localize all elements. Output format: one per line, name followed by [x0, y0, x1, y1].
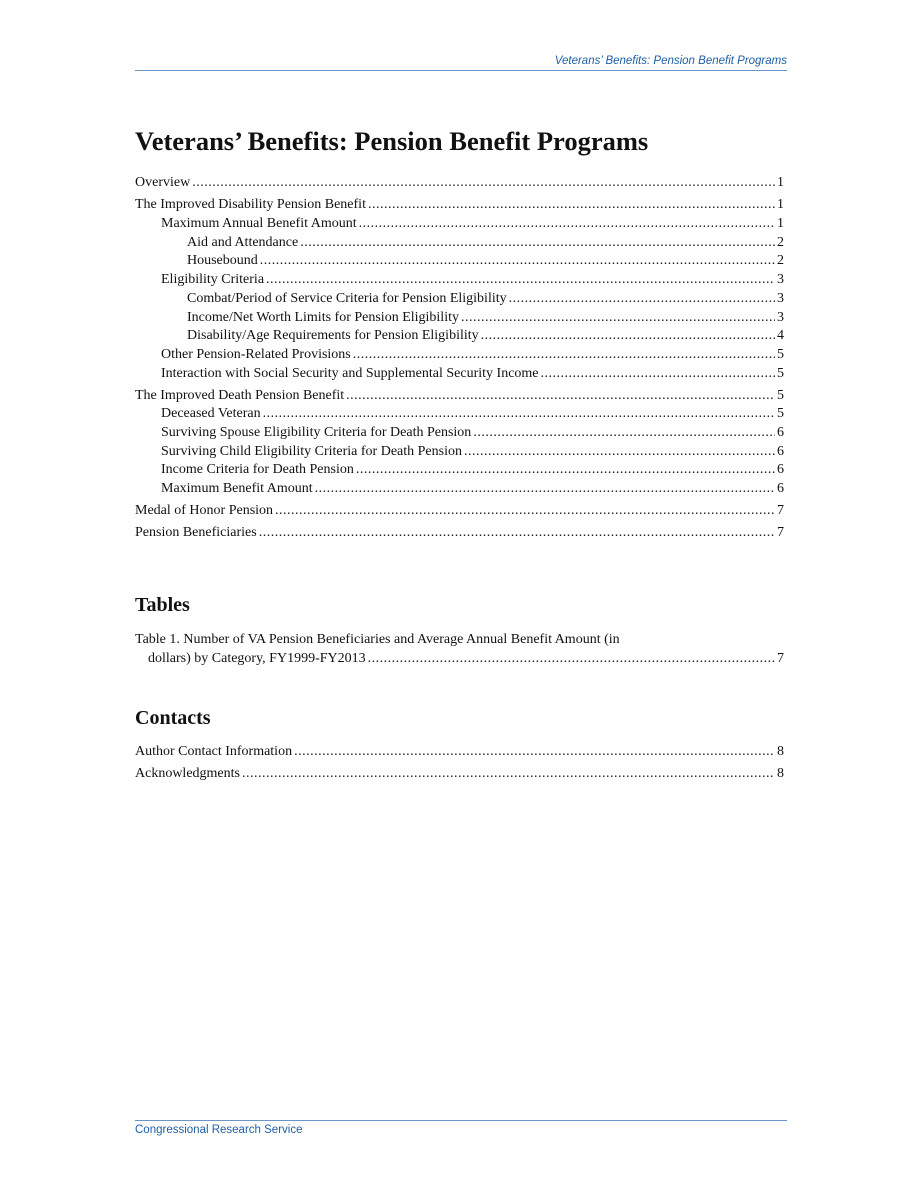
dot-leader	[481, 327, 775, 346]
toc-entry-page: 2	[777, 253, 784, 269]
dot-leader	[275, 502, 775, 521]
toc-entry[interactable]	[135, 502, 784, 521]
toc-entry-page: 7	[777, 503, 784, 519]
dot-leader	[356, 461, 775, 480]
toc-entry[interactable]	[135, 743, 784, 762]
toc-entry-page: 3	[777, 290, 784, 306]
toc-entry-title: Eligibility Criteria	[161, 272, 265, 288]
dot-leader	[266, 271, 775, 290]
toc-entry-title: Maximum Annual Benefit Amount	[161, 216, 357, 231]
dot-leader	[300, 234, 775, 253]
toc-entry-page: 5	[777, 387, 784, 403]
toc-entry-page: 6	[777, 443, 784, 459]
toc-entry-title: Surviving Spouse Eligibility Criteria for Death Pension	[161, 425, 472, 441]
toc-entry[interactable]	[135, 480, 784, 499]
dot-leader	[359, 215, 775, 234]
toc-entry[interactable]	[135, 234, 784, 253]
toc-entry-page: 4	[777, 328, 784, 344]
toc-entry[interactable]	[135, 461, 784, 480]
toc-entry-page: 6	[777, 425, 784, 441]
dot-leader	[294, 743, 775, 762]
toc-entry-title: Overview	[135, 175, 191, 191]
dot-leader	[260, 252, 775, 271]
toc-entry-title: The Improved Disability Pension Benefit	[135, 197, 366, 213]
dot-leader	[346, 387, 775, 406]
table-of-contents	[135, 171, 784, 543]
toc-entry-page: 1	[777, 175, 784, 191]
contacts-heading: Contacts	[135, 707, 211, 729]
toc-entry-page: 7	[777, 525, 784, 541]
dot-leader	[353, 346, 775, 365]
toc-entry-title: Housebound	[187, 253, 258, 269]
dot-leader	[368, 649, 775, 668]
toc-entry-page: 3	[777, 309, 784, 325]
toc-entry[interactable]	[135, 196, 784, 215]
toc-entry[interactable]	[135, 252, 784, 271]
toc-entry-title: Income/Net Worth Limits for Pension Eligibility	[187, 309, 459, 325]
dot-leader	[461, 309, 775, 328]
table-entry-line2	[135, 649, 784, 668]
toc-entry-title: Maximum Benefit Amount	[161, 481, 313, 497]
toc-entry-page: 6	[777, 481, 784, 497]
toc-entry[interactable]	[135, 346, 784, 365]
toc-entry-title: Medal of Honor Pension	[135, 503, 274, 519]
toc-entry-page: 8	[777, 766, 784, 782]
toc-entry[interactable]	[135, 443, 784, 462]
toc-entry-title: Other Pension-Related Provisions	[161, 346, 351, 362]
tables-heading: Tables	[135, 594, 190, 616]
toc-entry-page: 1	[777, 197, 784, 213]
toc-entry-title: Disability/Age Requirements for Pension Eligibility	[187, 328, 479, 344]
toc-entry[interactable]	[135, 387, 784, 406]
toc-entry-title: The Improved Death Pension Benefit	[135, 387, 345, 403]
running-header: Veterans’ Benefits: Pension Benefit Programs	[135, 55, 787, 71]
toc-entry-page: 6	[777, 462, 784, 478]
dot-leader	[541, 365, 775, 384]
toc-entry-page: 5	[777, 406, 784, 422]
toc-entry[interactable]	[135, 309, 784, 328]
list-of-tables	[135, 630, 784, 668]
toc-entry[interactable]	[135, 215, 784, 234]
toc-entry-title: Deceased Veteran	[161, 406, 261, 422]
table-entry-page: 7	[777, 651, 784, 666]
toc-entry[interactable]	[135, 174, 784, 193]
toc-entry-page: 5	[777, 365, 784, 381]
toc-entry[interactable]	[135, 524, 784, 543]
dot-leader	[464, 443, 775, 462]
toc-entry[interactable]	[135, 271, 784, 290]
dot-leader	[242, 765, 775, 784]
dot-leader	[192, 174, 775, 193]
dot-leader	[473, 424, 775, 443]
toc-entry[interactable]	[135, 765, 784, 784]
toc-entry-page: 8	[777, 744, 784, 760]
toc-entry[interactable]	[135, 365, 784, 384]
toc-entry-title: Aid and Attendance	[187, 234, 299, 250]
toc-entry[interactable]	[135, 327, 784, 346]
toc-entry-title: Combat/Period of Service Criteria for Pension Eligibility	[187, 290, 507, 306]
toc-entry-page: 5	[777, 346, 784, 362]
dot-leader	[263, 405, 775, 424]
contacts-list	[135, 740, 784, 784]
toc-entry[interactable]	[135, 424, 784, 443]
table-entry-title-line1: Table 1. Number of VA Pension Beneficiaries and Average Annual Benefit Amount (in	[135, 632, 620, 647]
dot-leader	[509, 290, 775, 309]
toc-entry[interactable]	[135, 290, 784, 309]
footer: Congressional Research Service	[135, 1120, 787, 1136]
toc-entry-title: Income Criteria for Death Pension	[161, 462, 354, 478]
toc-entry-title: Acknowledgments	[135, 766, 240, 782]
toc-entry-title: Author Contact Information	[135, 744, 293, 760]
dot-leader	[315, 480, 775, 499]
dot-leader	[368, 196, 775, 215]
toc-entry-page: 1	[777, 216, 784, 231]
toc-entry-title: Pension Beneficiaries	[135, 525, 257, 541]
page-title: Veterans’ Benefits: Pension Benefit Programs	[135, 126, 649, 156]
toc-entry-title: Surviving Child Eligibility Criteria for Death Pension	[161, 443, 462, 459]
toc-entry[interactable]	[135, 405, 784, 424]
table-entry[interactable]	[135, 630, 784, 668]
dot-leader	[259, 524, 775, 543]
table-entry-title-line2: dollars) by Category, FY1999-FY2013	[148, 651, 366, 666]
toc-entry-title: Interaction with Social Security and Supplemental Security Income	[161, 365, 539, 381]
toc-entry-page: 2	[777, 234, 784, 250]
toc-entry-page: 3	[777, 272, 784, 288]
